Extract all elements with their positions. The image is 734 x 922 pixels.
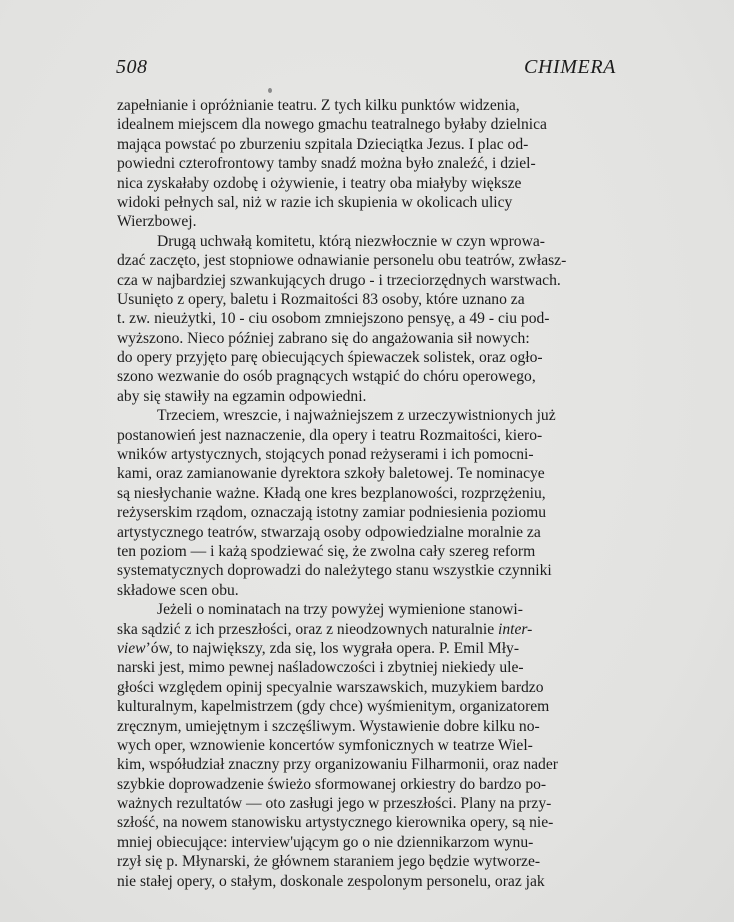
text-line: wyższono. Nieco później zabrano się do angażowania sił nowych: [117,329,530,347]
text-line: postanowień jest naznaczenie, dla opery i teatru Rozmaitości, kiero- [117,426,543,444]
italic-fragment: view [117,639,146,657]
running-title: CHIMERA [524,56,616,78]
paragraph [117,96,616,232]
text-line: ten poziom — i każą spodziewać się, że zwolna cały szereg reform [117,542,536,560]
text-line: głości względem opinij specyalnie warszawskich, muzykiem bardzo [117,678,544,696]
text-line: wników artystycznych, stojących ponad reżyserami i ich pomocni- [117,446,534,464]
text-line: kulturalnym, kapelmistrzem (gdy chce) wyśmienitym, organizatorem [117,698,550,716]
text-line: cza w najbardziej szwankujących drugo - i trzeciorzędnych warstwach. [117,271,561,289]
text-line: ważnych rezultatów — oto zasługi jego w przeszłości. Plany na przy- [117,795,552,813]
text-line: systematycznych doprowadzi do należytego stanu wszystkie czynniki [117,562,552,580]
paragraph [117,406,616,600]
text-fragment: ska sądzić z ich przeszłości, oraz z nieodzownych naturalnie [117,620,499,638]
text-line: składowe scen obu. [117,581,239,599]
text-line: aby się stawiły na egzamin odpowiedni. [117,387,367,405]
paragraph [117,232,616,407]
text-fragment: ’ów, to największy, zda się, los wygrała opera. P. Emil Mły- [145,639,520,657]
text-line: t. zw. nieużytki, 10 - ciu osobom zmniejszono pensyę, a 49 - ciu pod- [117,310,550,328]
text-line: Wierzbowej. [117,213,197,231]
text-line: szono wezwanie do osób pragnących wstąpić do chóru operowego, [117,368,536,386]
text-line: reżyserskim rządom, oznaczają istotny zamiar podniesienia poziomu [117,504,547,522]
text-line [117,639,616,658]
text-line: mająca powstać po zburzeniu szpitala Dzieciątka Jezus. I plac od- [117,135,529,153]
paragraph [117,600,616,891]
text-line: szłość, na nowem stanowisku artystycznego kierownika opery, są nie- [117,814,554,832]
text-line: szybkie doprowadzenie świeżo sformowanej orkiestry do bardzo po- [117,775,547,793]
page-header [116,56,616,86]
text-line: zapełnianie i opróżnianie teatru. Z tych kilku punktów widzenia, [117,97,520,114]
text-line: są niesłychanie ważne. Kładą one kres bezplanowości, rozprzężeniu, [117,484,546,502]
text-line: Drugą uchwałą komitetu, którą niezwłocznie w czyn wprowa- [157,232,545,250]
text-line: narski jest, mimo pewnej naśladowczości i zbytniej niekiedy ule- [117,659,524,677]
text-line: rzył się p. Młynarski, że głównem staraniem jego będzie wytworze- [117,853,541,871]
text-line: zręcznym, umiejętnym i szczęśliwym. Wystawienie dobre kilku no- [117,717,540,735]
text-line: nie stałej opery, o stałym, doskonale zespolonym personelu, oraz jak [117,872,545,890]
text-line: widoki pełnych sal, niż w razie ich skupienia w okolicach ulicy [117,193,513,211]
text-line: dzać zaczęto, jest stopniowe odnawianie personelu obu teatrów, zwłasz- [117,252,567,270]
text-line [117,620,616,639]
text-line: kim, współudział znaczny przy organizowaniu Filharmonii, oraz nader [117,756,558,774]
text-line: idealnem miejscem dla nowego gmachu teatralnego byłaby dzielnica [117,116,547,134]
text-line: mniej obiecujące: interview'ującym go o nie dziennikarzom wynu- [117,833,534,851]
ink-speck [268,88,272,93]
text-line: powiedni czterofrontowy tamby snadź można było znaleźć, i dziel- [117,155,536,173]
text-line: wych oper, wznowienie koncertów symfonicznych w teatrze Wiel- [117,736,533,754]
text-line: do opery przyjęto parę obiecujących śpiewaczek solistek, oraz ogło- [117,349,543,367]
text-line: nica zyskałaby ozdobę i ożywienie, i teatry oba miałyby większe [117,174,522,192]
text-line: Usunięto z opery, baletu i Rozmaitości 83 osoby, które uznano za [117,290,525,308]
text-line: Trzeciem, wreszcie, i najważniejszem z urzeczywistnionych już [157,407,556,425]
body-text [117,96,616,891]
text-line: Jeżeli o nominatach na trzy powyżej wymienione stanowi- [157,601,523,619]
text-line: kami, oraz zamianowanie dyrektora szkoły baletowej. Te nominacye [117,465,545,483]
italic-fragment: inter- [498,620,533,638]
text-line: artystycznego teatrów, stwarzają osoby odpowiedzialne moralnie za [117,523,541,541]
page-number: 508 [116,56,148,78]
